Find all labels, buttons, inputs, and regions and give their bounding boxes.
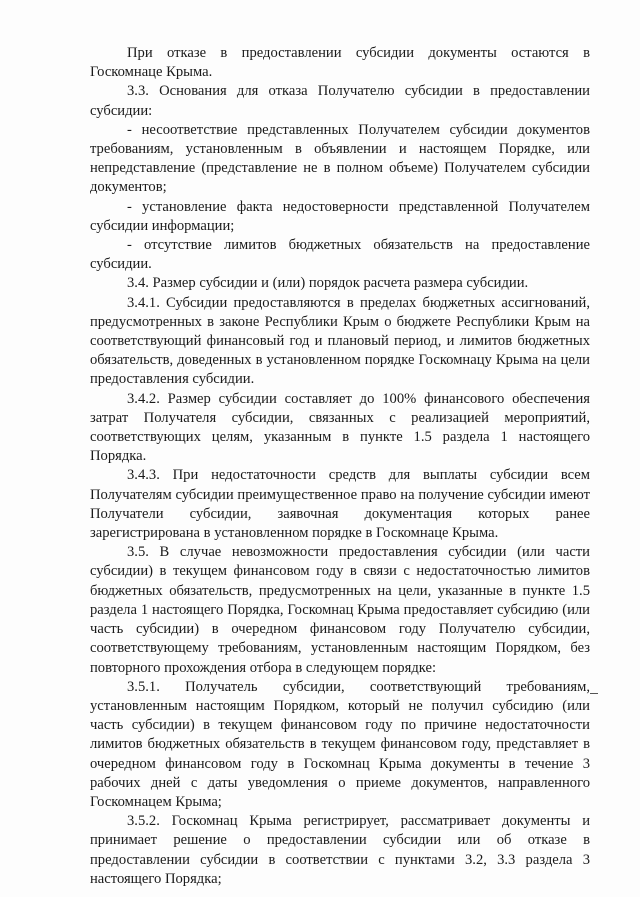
paragraph-3-4-3: 3.4.3. При недостаточности средств для выплаты субсидии всем Получателям субсидии преимущественное право на получение субсидии имеют Получатели субсидии, заявочная документация которых ранее зарегистрирована в установленном порядке в Госкомнаце Крыма. xyxy=(90,467,590,542)
paragraph-3-4-2: 3.4.2. Размер субсидии составляет до 100% финансового обеспечения затрат Получателя субсидии, связанных с реализацией мероприятий, соответствующих целям, указанным в пункте 1.5 раздела 1 настоящего Порядка. xyxy=(90,390,590,465)
paragraph-3-3: 3.3. Основания для отказа Получателю субсидии в предоставлении субсидии: xyxy=(90,83,590,119)
paragraph-3-5-1: 3.5.1. Получатель субсидии, соответствующий требованиям, установленным настоящим Порядком, который не получил субсидию (или часть субсидии) в текущем финансовом году по причине недостаточности лимитов бюджетных обязательств в текущем финансовом году, представляет в очередном финансовом году в Госкомнац Крыма документы в течение 3 рабочих дней с даты уведомления о приеме документов, направленного Госкомнацем Крыма; xyxy=(90,678,590,810)
paragraph-3-4-1: 3.4.1. Субсидии предоставляются в пределах бюджетных ассигнований, предусмотренных в законе Республики Крым о бюджете Республики Крым на соответствующий финансовый год и плановый период, и лимитов бюджетных обязательств, доведенных в установленном порядке Госкомнацу Крыма на цели предоставления субсидии. xyxy=(90,294,590,388)
list-item-noncompliance: - несоответствие представленных Получателем субсидии документов требованиям, установленным в объявлении и настоящем Порядке, или непредставление (представление не в полном объеме) Получателем субсидии документов; xyxy=(90,121,590,196)
list-item-no-limits: - отсутствие лимитов бюджетных обязательств на предоставление субсидии. xyxy=(90,237,590,273)
paragraph-3-5-2: 3.5.2. Госкомнац Крыма регистрирует, рассматривает документы и принимает решение о предоставлении субсидии или об отказе в предоставлении субсидии в соответствии с пунктами 3.2, 3.3 раздела 3 настоящего Порядка; xyxy=(90,813,590,887)
list-item-unreliable-info: - установление факта недостоверности представленной Получателем субсидии информации; xyxy=(90,198,590,234)
paragraph-refusal-documents: При отказе в предоставлении субсидии документы остаются в Госкомнаце Крыма. xyxy=(90,45,590,81)
paragraph-3-5: 3.5. В случае невозможности предоставления субсидии (или части субсидии) в текущем финансовом году в связи с недостаточностью лимитов бюджетных обязательств, предусмотренных на цели, указанные в пункте 1.5 раздела 1 настоящего Порядка, Госкомнац Крыма предоставляет субсидию (или часть субсидии) в очередном финансовом году Получателю субсидии, соответствующему требованиям, установленным настоящим Порядком, без повторного прохождения отбора в следующем порядке: xyxy=(90,544,590,676)
paragraph-3-4: 3.4. Размер субсидии и (или) порядок расчета размера субсидии. xyxy=(127,275,529,292)
margin-dash-mark xyxy=(590,693,598,694)
document-body xyxy=(90,44,590,889)
